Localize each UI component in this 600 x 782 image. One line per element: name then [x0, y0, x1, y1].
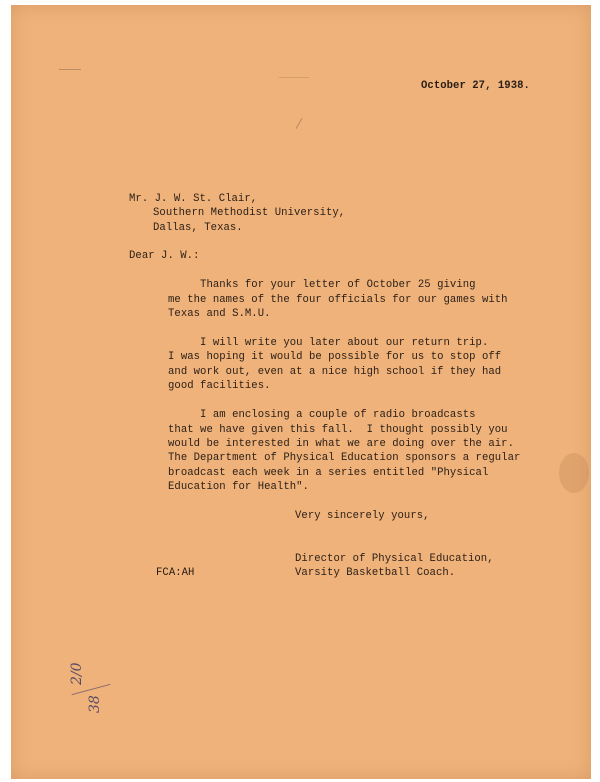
- paragraph-line: Texas and S.M.U.: [168, 308, 271, 320]
- handwritten-note: 38: [87, 695, 103, 713]
- handwritten-stroke: [72, 684, 111, 695]
- pencil-mark: [296, 118, 303, 129]
- paragraph-line: me the names of the four officials for our games with: [168, 294, 508, 306]
- letter-page: [11, 5, 591, 779]
- paragraph-line: Thanks for your letter of October 25 giving: [168, 279, 476, 291]
- signature-title-line: Director of Physical Education,: [295, 553, 494, 565]
- paragraph-line: and work out, even at a nice high school if they had: [168, 366, 502, 378]
- paper-stain: [559, 453, 589, 493]
- complimentary-closing: Very sincerely yours,: [295, 510, 430, 522]
- paragraph-line: Education for Health".: [168, 481, 309, 493]
- paragraph-line: I was hoping it would be possible for us to stop off: [168, 351, 502, 363]
- inside-address-line: Southern Methodist University,: [153, 207, 346, 219]
- paragraph-line: that we have given this fall. I thought possibly you: [168, 424, 508, 436]
- salutation: Dear J. W.:: [129, 250, 200, 262]
- typist-initials: FCA:AH: [156, 567, 195, 579]
- inside-address-line: Mr. J. W. St. Clair,: [129, 193, 258, 205]
- paragraph-line: The Department of Physical Education sponsors a regular: [168, 452, 521, 464]
- inside-address-line: Dallas, Texas.: [153, 222, 243, 234]
- paragraph-line: I will write you later about our return trip.: [168, 337, 489, 349]
- handwritten-note: 2/0: [69, 662, 85, 685]
- signature-title-line: Varsity Basketball Coach.: [295, 567, 456, 579]
- paragraph-line: good facilities.: [168, 380, 271, 392]
- paragraph-line: broadcast each week in a series entitled "Physical: [168, 467, 489, 479]
- faint-mark: [279, 77, 309, 78]
- letter-date: October 27, 1938.: [421, 80, 530, 92]
- faint-mark: [59, 69, 81, 70]
- paragraph-line: would be interested in what we are doing over the air.: [168, 438, 514, 450]
- paragraph-line: I am enclosing a couple of radio broadcasts: [168, 409, 476, 421]
